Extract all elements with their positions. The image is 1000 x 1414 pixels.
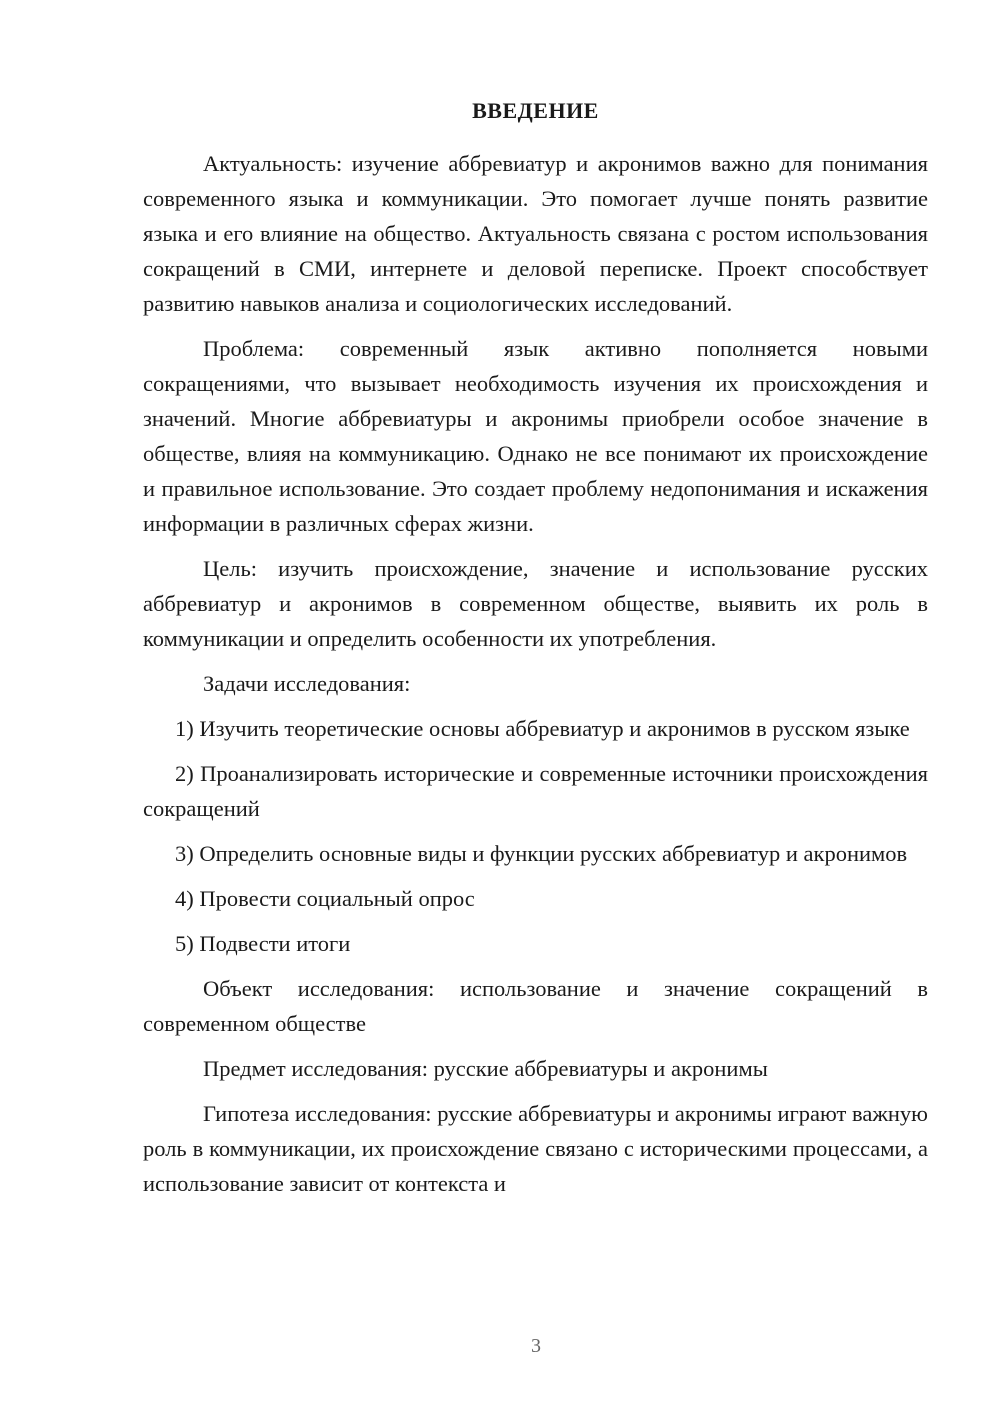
relevance-paragraph: Актуальность: изучение аббревиатур и акронимов важно для понимания современного языка и коммуникации. Это помогает лучше понять развитие языка и его влияние на общество. Актуальность связана с ростом использования сокращений в СМИ, интернете и деловой переписке. Проект способствует развитию навыков анализа и социологических исследований. — [143, 151, 928, 316]
goal-paragraph: Цель: изучить происхождение, значение и использование русских аббревиатур и акронимов в современном обществе, выявить их роль в коммуникации и определить особенности их употребления. — [143, 556, 928, 651]
task-item-2: 2) Проанализировать исторические и современные источники происхождения сокращений — [143, 761, 928, 821]
task-item-5: 5) Подвести итоги — [175, 931, 351, 956]
task-item-1: 1) Изучить теоретические основы аббревиатур и акронимов в русском языке — [175, 716, 910, 741]
object-paragraph: Объект исследования: использование и значение сокращений в современном обществе — [143, 976, 928, 1036]
tasks-heading: Задачи исследования: — [203, 671, 411, 696]
task-item-3: 3) Определить основные виды и функции русских аббревиатур и акронимов — [175, 841, 908, 866]
task-item-4: 4) Провести социальный опрос — [175, 886, 475, 911]
problem-paragraph: Проблема: современный язык активно пополняется новыми сокращениями, что вызывает необходимость изучения их происхождения и значений. Многие аббревиатуры и акронимы приобрели особое значение в обществе, влияя на коммуникацию. Однако не все понимают их происхождение и правильное использование. Это создает проблему недопонимания и искажения информации в различных сферах жизни. — [143, 336, 928, 536]
subject-paragraph: Предмет исследования: русские аббревиатуры и акронимы — [203, 1056, 768, 1081]
page-content — [143, 98, 928, 1201]
hypothesis-paragraph: Гипотеза исследования: русские аббревиатуры и акронимы играют важную роль в коммуникации, их происхождение связано с историческими процессами, а использование зависит от контекста и — [143, 1101, 928, 1196]
section-title: ВВЕДЕНИЕ — [472, 98, 599, 123]
page-number: 3 — [531, 1335, 541, 1357]
